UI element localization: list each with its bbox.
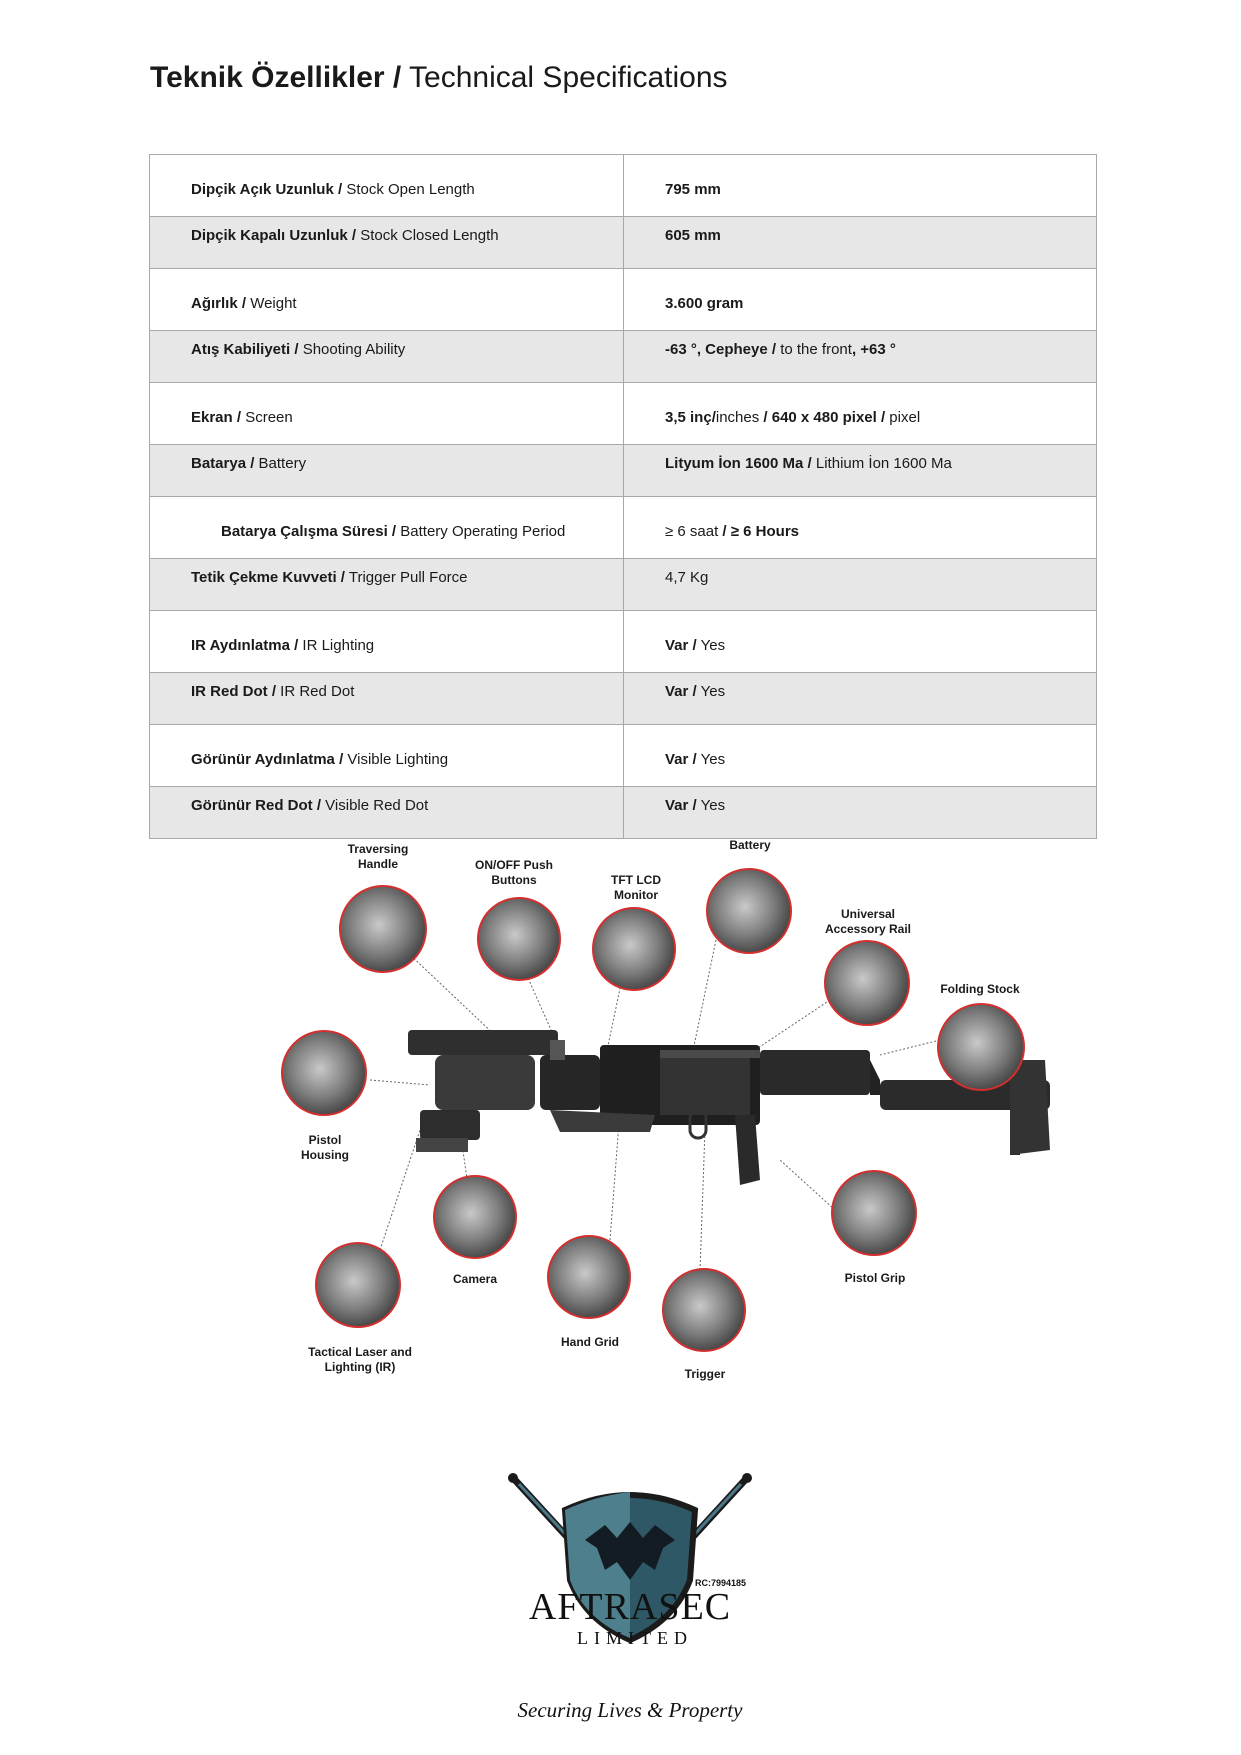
- spec-label-en: Visible Lighting: [347, 751, 449, 768]
- spec-label-cell: [150, 331, 624, 383]
- spec-row: [150, 673, 1097, 725]
- spec-label-tr: Ağırlık /: [191, 295, 247, 312]
- spec-row: [150, 155, 1097, 217]
- spec-value-part: Var /: [665, 751, 697, 768]
- spec-label-tr: Dipçik Açık Uzunluk /: [191, 181, 343, 198]
- spec-label-cell: [150, 787, 624, 839]
- spec-row: [150, 445, 1097, 497]
- specifications-table: [149, 154, 1097, 839]
- pistol-grip-label: Pistol Grip: [844, 1271, 906, 1285]
- spec-label-tr: Görünür Red Dot /: [191, 797, 321, 814]
- pistol-housing-label: Pistol Housing: [301, 1133, 349, 1162]
- spec-label-cell: [150, 611, 624, 673]
- spec-label-en: Screen: [245, 409, 293, 426]
- tactical-laser-thumb: [315, 1242, 401, 1328]
- spec-row: [150, 787, 1097, 839]
- spec-label-cell: [150, 673, 624, 725]
- on-off-buttons-label: ON/OFF Push Buttons: [475, 858, 553, 887]
- spec-value-part: / ≥ 6 Hours: [718, 523, 800, 540]
- spec-value-part: 795 mm: [665, 181, 721, 198]
- spec-label-en: IR Red Dot: [280, 683, 355, 700]
- spec-value-part: Yes: [696, 751, 726, 768]
- spec-value-cell: [624, 217, 1097, 269]
- tactical-laser-label: Tactical Laser and Lighting (IR): [308, 1345, 412, 1374]
- spec-value-part: 4,7 Kg: [665, 569, 709, 586]
- spec-value-cell: [624, 725, 1097, 787]
- camera-thumb: [433, 1175, 517, 1259]
- spec-value-part: / 640 x 480 pixel /: [759, 409, 886, 426]
- spec-label-cell: [150, 217, 624, 269]
- spec-label-en: Battery: [258, 455, 307, 472]
- spec-label-cell: [150, 383, 624, 445]
- spec-label-tr: Görünür Aydınlatma /: [191, 751, 344, 768]
- spec-row: [150, 611, 1097, 673]
- spec-label-en: Weight: [250, 295, 297, 312]
- accessory-rail-thumb: [824, 940, 910, 1026]
- spec-row: [150, 217, 1097, 269]
- spec-label-tr: Batarya Çalışma Süresi /: [221, 523, 397, 540]
- folding-stock-label: Folding Stock: [940, 982, 1020, 996]
- spec-label-en: IR Lighting: [302, 637, 375, 654]
- spec-value-part: Lityum İon 1600 Ma /: [665, 455, 812, 472]
- spec-value-part: Lithium İon 1600 Ma: [811, 455, 952, 472]
- spec-value-cell: [624, 155, 1097, 217]
- spec-row: [150, 269, 1097, 331]
- spec-value-part: 605 mm: [665, 227, 721, 244]
- tft-monitor-thumb: [592, 907, 676, 991]
- logo-rc-number: RC:7994185: [695, 1578, 747, 1588]
- spec-value-cell: [624, 445, 1097, 497]
- spec-value-part: 3,5 inç/: [665, 409, 716, 426]
- spec-row: [150, 497, 1097, 559]
- weapon-silhouette: [408, 1030, 1050, 1185]
- on-off-buttons-thumb: [477, 897, 561, 981]
- spec-label-cell: [150, 725, 624, 787]
- spec-row: [150, 331, 1097, 383]
- spec-label-tr: Dipçik Kapalı Uzunluk /: [191, 227, 357, 244]
- spec-row: [150, 383, 1097, 445]
- camera-label: Camera: [452, 1272, 498, 1286]
- logo-subtitle: LIMITED: [577, 1628, 693, 1648]
- spec-value-cell: [624, 611, 1097, 673]
- spec-label-tr: Atış Kabiliyeti /: [191, 341, 299, 358]
- spec-value-part: Var /: [665, 637, 697, 654]
- spec-value-part: to the front: [776, 341, 852, 358]
- spec-label-tr: Batarya /: [191, 455, 255, 472]
- spec-label-en: Visible Red Dot: [325, 797, 429, 814]
- trigger-label: Trigger: [684, 1367, 726, 1381]
- title-tr: Teknik Özellikler /: [150, 61, 402, 94]
- spec-value-cell: [624, 787, 1097, 839]
- hand-grid-thumb: [547, 1235, 631, 1319]
- spec-label-tr: Tetik Çekme Kuvveti /: [191, 569, 345, 586]
- battery-label: Battery: [729, 838, 771, 852]
- spec-value-cell: [624, 331, 1097, 383]
- spec-value-part: Yes: [696, 683, 726, 700]
- spec-label-tr: IR Aydınlatma /: [191, 637, 299, 654]
- spec-value-cell: [624, 673, 1097, 725]
- spec-label-tr: IR Red Dot /: [191, 683, 276, 700]
- spec-label-cell: [150, 559, 624, 611]
- spec-label-en: Shooting Ability: [302, 341, 406, 358]
- logo-tagline: Securing Lives & Property: [517, 1698, 743, 1722]
- spec-row: [150, 725, 1097, 787]
- hand-grid-label: Hand Grid: [560, 1335, 619, 1349]
- spec-label-cell: [150, 497, 624, 559]
- logo-name: AFTRASEC: [528, 1586, 732, 1628]
- spec-value-part: Var /: [665, 683, 697, 700]
- trigger-thumb: [662, 1268, 746, 1352]
- spec-value-part: ≥ 6 saat: [665, 523, 719, 540]
- spec-value-cell: [624, 383, 1097, 445]
- spec-label-cell: [150, 155, 624, 217]
- folding-stock-thumb: [937, 1003, 1025, 1091]
- pistol-housing-thumb: [281, 1030, 367, 1116]
- title-en: Technical Specifications: [409, 61, 728, 94]
- spec-label-en: Trigger Pull Force: [348, 569, 468, 586]
- spec-value-part: Yes: [696, 797, 726, 814]
- leader-lines: [370, 940, 940, 1270]
- spec-row: [150, 559, 1097, 611]
- pistol-grip-thumb: [831, 1170, 917, 1256]
- spec-value-part: Yes: [696, 637, 726, 654]
- spec-value-part: Var /: [665, 797, 697, 814]
- spec-value-cell: [624, 497, 1097, 559]
- spec-value-part: , +63 °: [851, 341, 896, 358]
- traversing-handle-label: Traversing Handle: [347, 842, 409, 871]
- spec-value-part: pixel: [885, 409, 921, 426]
- spec-value-part: -63 °, Cepheye /: [665, 341, 777, 358]
- accessory-rail-label: Universal Accessory Rail: [824, 907, 912, 936]
- spec-label-en: Stock Open Length: [346, 181, 475, 198]
- spec-value-part: 3.600 gram: [665, 295, 744, 312]
- spec-label-cell: [150, 269, 624, 331]
- page-title: [150, 58, 728, 98]
- spec-label-tr: Ekran /: [191, 409, 242, 426]
- spec-label-en: Stock Closed Length: [360, 227, 499, 244]
- spec-value-part: inches: [715, 409, 760, 426]
- spec-value-cell: [624, 559, 1097, 611]
- tft-monitor-label: TFT LCD Monitor: [611, 873, 661, 902]
- spec-label-en: Battery Operating Period: [400, 523, 566, 540]
- spec-value-cell: [624, 269, 1097, 331]
- battery-thumb: [706, 868, 792, 954]
- traversing-handle-thumb: [339, 885, 427, 973]
- spec-label-cell: [150, 445, 624, 497]
